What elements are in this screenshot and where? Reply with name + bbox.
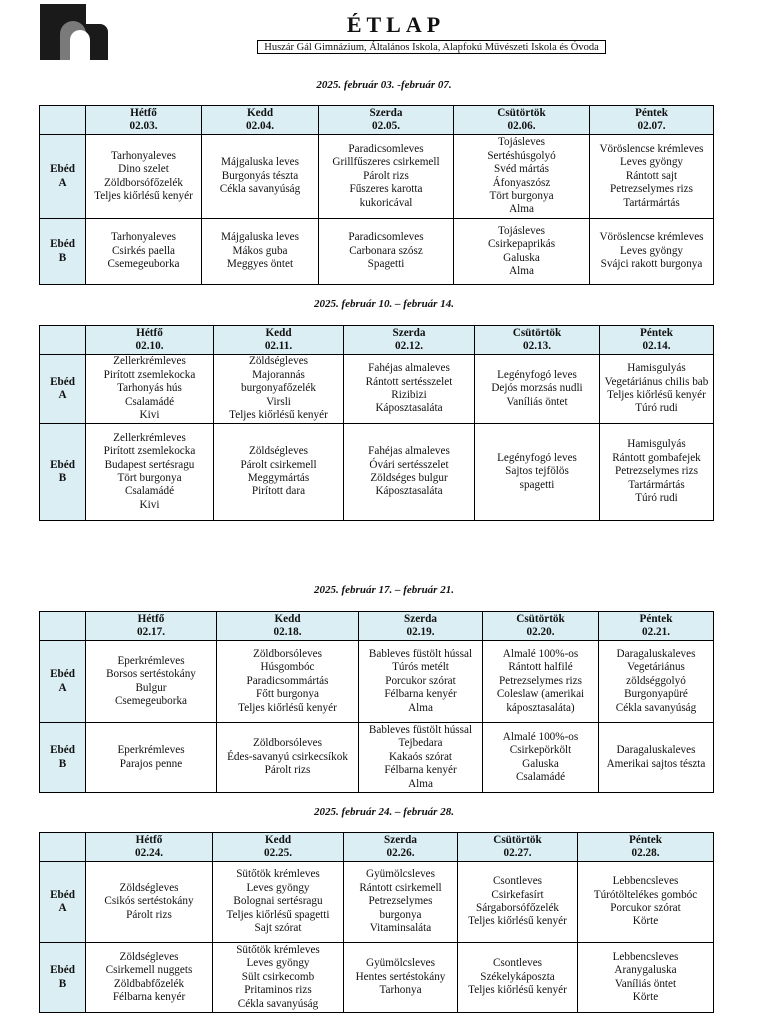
week-title: 2025. február 03. -február 07.: [316, 79, 452, 91]
dish-line: Párolt csirkemell: [240, 458, 317, 471]
dish-line: Tarhonyaleves: [110, 149, 177, 162]
day-header: Csütörtök 02.06.: [454, 106, 590, 135]
dish-line: Rántott csirkemell: [359, 881, 442, 894]
menu-cell: [599, 723, 714, 793]
dish-line: Cékla savanyúság: [615, 701, 697, 714]
menu-cell: [213, 862, 344, 943]
dish-line: Sütőtök krémleves: [236, 943, 320, 956]
dish-line: Tartármártás: [623, 196, 680, 209]
dish-line: Tört burgonya: [117, 472, 182, 484]
dish-line: Coleslaw (amerikai: [496, 688, 585, 701]
dish-line: Áfonyaszósz: [492, 176, 551, 189]
menu-row: [40, 355, 714, 424]
dish-line: Körte: [632, 990, 659, 1003]
dish-line: Porcukor szórat: [385, 674, 456, 687]
dish-line: Bulgur: [135, 681, 167, 694]
dish-line: Túró rudi: [635, 402, 678, 415]
menu-cell: [217, 641, 359, 723]
day-header-row: [40, 833, 714, 862]
meal-label: Ebéd B: [40, 723, 86, 793]
menu-cell: [483, 723, 599, 793]
dish-line: Burgonyás tészta: [221, 169, 299, 182]
dish-line: Pritaminos rizs: [244, 984, 312, 997]
menu-cell: [319, 219, 454, 285]
day-header: Kedd 02.18.: [217, 612, 359, 641]
dish-line: Porcukor szórat: [610, 902, 681, 914]
dish-line: Főtt burgonya: [256, 688, 319, 701]
dish-line: Grillfűszeres csirkemell: [332, 156, 440, 169]
dish-line: Leves gyöngy: [619, 244, 684, 257]
dish-line: Csalamádé: [124, 395, 175, 408]
meal-label: Ebéd B: [40, 219, 86, 285]
dish-line: Galuska: [503, 251, 540, 264]
dish-line: Budapest sertésragu: [104, 458, 195, 471]
dish-line: Csirkés paella: [111, 244, 176, 257]
dish-line: Lebbencsleves: [612, 875, 679, 888]
dish-line: Cékla savanyúság: [219, 183, 301, 196]
day-header-row: [40, 612, 714, 641]
dish-line: Dino szelet: [118, 163, 169, 176]
dish-line: Leves gyöngy: [619, 156, 684, 169]
dish-line: Teljes kiőrlésű spagetti: [226, 908, 330, 921]
dish-line: Bolognai sertésragu: [233, 895, 323, 908]
dish-line: Tojásleves: [497, 136, 546, 149]
day-header: Kedd 02.25.: [213, 833, 344, 862]
menu-cell: [600, 355, 714, 424]
menu-cell: [202, 219, 319, 285]
menu-cell: [458, 943, 578, 1013]
menu-cell: [217, 723, 359, 793]
corner-cell: [40, 326, 86, 355]
day-header: Szerda 02.05.: [319, 106, 454, 135]
day-header-row: [40, 326, 714, 355]
week-title: 2025. február 10. – február 14.: [314, 298, 454, 310]
menu-cell: [475, 355, 600, 424]
menu-cell: [590, 219, 714, 285]
dish-line: Majorannás: [252, 368, 305, 381]
dish-line: Káposztasaláta: [375, 485, 443, 498]
menu-cell: [599, 641, 714, 723]
menu-cell: [319, 135, 454, 219]
menu-cell: [475, 424, 600, 521]
dish-line: Csikós sertéstokány: [104, 895, 194, 908]
dish-line: Tartármártás: [628, 478, 685, 491]
dish-line: Leves gyöngy: [246, 881, 310, 894]
dish-line: Rántott sertésszelet: [365, 375, 453, 388]
dish-line: Zöldborsóleves: [253, 647, 322, 660]
dish-line: Fahéjas almaleves: [368, 362, 450, 375]
day-header: Kedd 02.11.: [214, 326, 344, 355]
dish-line: Tört burgonya: [489, 189, 554, 202]
menu-table-week-2: [39, 325, 714, 521]
meal-label: Ebéd A: [40, 355, 86, 424]
dish-line: Cékla savanyúság: [237, 997, 319, 1010]
dish-line: Tarhonyás hús: [117, 382, 182, 395]
dish-line: Kivi: [139, 498, 160, 511]
dish-line: zöldséggolyó: [626, 674, 686, 687]
dish-line: Virsli: [266, 395, 291, 408]
dish-line: Daragaluskaleves: [616, 647, 696, 660]
dish-line: Csirkefasírt: [491, 888, 544, 901]
dish-line: spagetti: [519, 478, 555, 491]
dish-line: Legényfogó leves: [497, 451, 577, 464]
menu-table-week-4: [39, 832, 714, 1013]
week-title: 2025. február 17. – február 21.: [314, 584, 454, 596]
dish-line: Kivi: [139, 409, 160, 422]
menu-cell: [344, 424, 475, 521]
dish-line: káposztasaláta): [506, 701, 575, 714]
day-header: Péntek 02.28.: [578, 833, 714, 862]
dish-line: Meggyes öntet: [226, 258, 294, 271]
day-header: Csütörtök 02.27.: [458, 833, 578, 862]
dish-line: Csalamádé: [515, 770, 566, 783]
dish-line: Paradicsomleves: [348, 142, 424, 155]
school-name: Huszár Gál Gimnázium, Általános Iskola, Alapfokú Művészeti Iskola és Óvoda: [257, 40, 606, 54]
day-header: Péntek 02.14.: [600, 326, 714, 355]
menu-cell: [86, 424, 214, 521]
dish-line: Alma: [408, 777, 433, 790]
meal-label: Ebéd A: [40, 641, 86, 723]
menu-cell: [344, 943, 458, 1013]
dish-line: Félbarna kenyér: [112, 990, 186, 1003]
dish-line: Tejbedara: [398, 737, 443, 750]
dish-line: Túrós metélt: [392, 661, 449, 674]
dish-line: Rántott gombafejek: [612, 451, 701, 464]
dish-line: Félbarna kenyér: [384, 688, 457, 701]
day-header: Szerda 02.12.: [344, 326, 475, 355]
week-title: 2025. február 24. – február 28.: [314, 806, 454, 818]
dish-line: Párolt rizs: [126, 908, 172, 921]
dish-line: Hentes sertéstokány: [355, 970, 446, 983]
meal-label: Ebéd A: [40, 135, 86, 219]
dish-line: Hamisgulyás: [627, 362, 686, 375]
dish-line: Félbarna kenyér: [384, 764, 457, 777]
menu-cell: [202, 135, 319, 219]
dish-line: Májgaluska leves: [221, 156, 299, 169]
dish-line: Édes-savanyú csirkecsíkok: [227, 750, 348, 763]
dish-line: Tarhonya: [379, 984, 422, 997]
menu-row: [40, 219, 714, 285]
dish-line: Vöröslencse krémleves: [599, 142, 704, 155]
day-header: Hétfő 02.03.: [86, 106, 202, 135]
dish-line: Mákos guba: [232, 244, 288, 257]
day-header: Szerda 02.26.: [344, 833, 458, 862]
dish-line: Zöldségleves: [119, 950, 179, 963]
dish-line: Lebbencsleves: [612, 950, 679, 963]
dish-line: Vaníliás öntet: [506, 395, 568, 408]
dish-line: Vitaminsaláta: [369, 922, 432, 935]
corner-cell: [40, 612, 86, 641]
dish-line: Sertéshúsgolyó: [487, 149, 556, 162]
dish-line: Tarhonyaleves: [110, 231, 177, 244]
dish-line: Pirított dara: [251, 485, 306, 498]
dish-line: Fahéjas almaleves: [368, 445, 450, 458]
dish-line: Hamisgulyás: [627, 438, 686, 451]
menu-cell: [86, 723, 217, 793]
menu-table-week-3: [39, 611, 714, 793]
menu-cell: [359, 641, 483, 723]
dish-line: Almalé 100%-os: [502, 647, 579, 660]
day-header: Hétfő 02.24.: [86, 833, 213, 862]
dish-line: Vöröslencse krémleves: [599, 231, 704, 244]
dish-line: Vegetáriánus: [627, 661, 685, 674]
dish-line: Csontleves: [492, 875, 543, 888]
menu-cell: [483, 641, 599, 723]
dish-line: Teljes kiőrlésű kenyér: [607, 389, 706, 401]
menu-cell: [86, 943, 213, 1013]
dish-line: Zöldségleves: [248, 445, 309, 458]
menu-cell: [344, 862, 458, 943]
day-header: Csütörtök 02.13.: [475, 326, 600, 355]
dish-line: Daragaluskaleves: [616, 744, 696, 757]
corner-cell: [40, 833, 86, 862]
dish-line: Zöldséges bulgur: [370, 472, 448, 484]
day-header: Szerda 02.19.: [359, 612, 483, 641]
dish-line: Petrezselymes rizs: [615, 465, 698, 478]
day-header-row: [40, 106, 714, 135]
dish-line: Leves gyöngy: [246, 957, 310, 970]
dish-line: Óvári sertésszelet: [369, 458, 449, 471]
dish-line: Teljes kiőrlésű kenyér: [238, 701, 337, 714]
dish-line: Csemegeuborka: [114, 694, 188, 707]
dish-line: Amerikai sajtos tészta: [606, 757, 706, 770]
dish-line: Tojásleves: [497, 224, 546, 237]
menu-cell: [86, 355, 214, 424]
dish-line: Alma: [509, 203, 534, 216]
day-header: Péntek 02.21.: [599, 612, 714, 641]
menu-cell: [213, 943, 344, 1013]
menu-row: [40, 424, 714, 521]
dish-line: Teljes kiőrlésű kenyér: [229, 409, 328, 422]
dish-line: Zöldségleves: [248, 355, 309, 368]
dish-line: Paradicsommártás: [246, 674, 329, 687]
dish-line: Vegetáriánus chilis bab: [604, 375, 709, 388]
meal-label: Ebéd A: [40, 862, 86, 943]
dish-line: Gyümölcsleves: [366, 868, 435, 881]
dish-line: Petrezselymes: [368, 895, 433, 908]
dish-line: Pirított zsemlekocka: [103, 368, 196, 381]
menu-cell: [454, 219, 590, 285]
dish-line: Rántott halfilé: [508, 661, 573, 674]
dish-line: Eperkrémleves: [117, 744, 185, 757]
dish-line: Székelykáposzta: [480, 970, 555, 983]
dish-line: Vaníliás öntet: [614, 977, 677, 990]
dish-line: Zöldborsóleves: [253, 737, 322, 750]
dish-line: kukoricával: [359, 196, 413, 209]
dish-line: Húsgombóc: [260, 661, 315, 674]
dish-line: Rizibizi: [391, 389, 427, 401]
dish-line: Alma: [408, 701, 433, 714]
dish-line: Csalamádé: [124, 485, 175, 498]
dish-line: Parajos penne: [119, 757, 183, 770]
dish-line: Kakaós szórat: [388, 750, 453, 763]
dish-line: burgonya: [379, 908, 422, 921]
menu-cell: [86, 135, 202, 219]
menu-cell: [578, 943, 714, 1013]
dish-line: Legényfogó leves: [497, 368, 577, 381]
dish-line: Zellerkrémleves: [113, 431, 186, 444]
dish-line: Gyümölcsleves: [366, 957, 435, 970]
dish-line: Pirított zsemlekocka: [103, 445, 196, 458]
dish-line: Csirkepörkölt: [509, 744, 572, 757]
menu-cell: [344, 355, 475, 424]
dish-line: Zellerkrémleves: [113, 355, 186, 368]
dish-line: Carbonara szósz: [349, 244, 423, 257]
dish-line: Burgonyapüré: [624, 688, 688, 701]
dish-line: Túró rudi: [635, 492, 678, 505]
dish-line: Teljes kiőrlésű kenyér: [468, 984, 567, 997]
dish-line: Fűszeres karotta: [349, 183, 423, 196]
dish-line: Csirkemell nuggets: [105, 964, 193, 977]
menu-cell: [86, 862, 213, 943]
dish-line: Rántott sajt: [625, 169, 678, 182]
dish-line: Bableves füstölt hússal: [368, 723, 473, 736]
dish-line: Káposztasaláta: [375, 402, 443, 415]
dish-line: Körte: [632, 915, 659, 928]
dish-line: Csemegeuborka: [107, 258, 180, 271]
dish-line: Aranygaluska: [614, 964, 677, 977]
menu-cell: [214, 355, 344, 424]
dish-line: Sült csirkecomb: [241, 970, 315, 983]
dish-line: Túrótöltelékes gombóc: [593, 888, 698, 901]
dish-line: Csirkepaprikás: [487, 238, 556, 251]
menu-row: [40, 135, 714, 219]
dish-line: Spagetti: [367, 258, 405, 271]
menu-cell: [578, 862, 714, 943]
menu-row: [40, 641, 714, 723]
meal-label: Ebéd B: [40, 424, 86, 521]
menu-table-week-1: [39, 105, 714, 285]
day-header: Péntek 02.07.: [590, 106, 714, 135]
dish-line: Borsos sertéstokány: [106, 668, 196, 681]
day-header: Hétfő 02.10.: [86, 326, 214, 355]
dish-line: Zöldbabfőzelék: [113, 977, 185, 990]
dish-line: Svéd mártás: [494, 163, 549, 176]
menu-cell: [600, 424, 714, 521]
dish-line: Párolt rizs: [363, 169, 409, 182]
dish-line: Svájci rakott burgonya: [600, 258, 703, 271]
corner-cell: [40, 106, 86, 135]
menu-cell: [590, 135, 714, 219]
menu-cell: [214, 424, 344, 521]
dish-line: Májgaluska leves: [221, 231, 299, 244]
dish-line: Alma: [509, 264, 534, 277]
dish-line: Galuska: [522, 757, 559, 770]
dish-line: Petrezselymes rizs: [499, 674, 582, 687]
day-header: Csütörtök 02.20.: [483, 612, 599, 641]
menu-row: [40, 862, 714, 943]
menu-cell: [359, 723, 483, 793]
menu-cell: [458, 862, 578, 943]
dish-line: burgonyafőzelék: [241, 382, 316, 395]
dish-line: Bableves füstölt hússal: [368, 647, 473, 660]
menu-cell: [86, 219, 202, 285]
dish-line: Almalé 100%-os: [502, 730, 579, 743]
dish-line: Sajtos tejfölös: [505, 465, 569, 478]
dish-line: Sütőtök krémleves: [236, 868, 320, 881]
page-title: ÉTLAP: [346, 12, 446, 37]
menu-row: [40, 943, 714, 1013]
menu-row: [40, 723, 714, 793]
dish-line: Teljes kiőrlésű kenyér: [468, 915, 567, 928]
day-header: Hétfő 02.17.: [86, 612, 217, 641]
day-header: Kedd 02.04.: [202, 106, 319, 135]
dish-line: Sárgaborsófőzelék: [475, 902, 560, 914]
dish-line: Zöldborsófőzelék: [104, 176, 183, 189]
dish-line: Eperkrémleves: [117, 654, 185, 667]
dish-line: Dejós morzsás nudli: [491, 382, 583, 395]
dish-line: Párolt rizs: [264, 764, 311, 777]
dish-line: Teljes kiőrlésű kenyér: [94, 189, 193, 202]
dish-line: Sajt szórat: [254, 922, 302, 935]
dish-line: Paradicsomleves: [348, 231, 424, 244]
meal-label: Ebéd B: [40, 943, 86, 1013]
dish-line: Zöldségleves: [119, 881, 179, 894]
menu-cell: [86, 641, 217, 723]
menu-cell: [454, 135, 590, 219]
dish-line: Petrezselymes rizs: [610, 183, 693, 196]
dish-line: Meggymártás: [247, 472, 310, 484]
dish-line: Csontleves: [492, 957, 543, 970]
